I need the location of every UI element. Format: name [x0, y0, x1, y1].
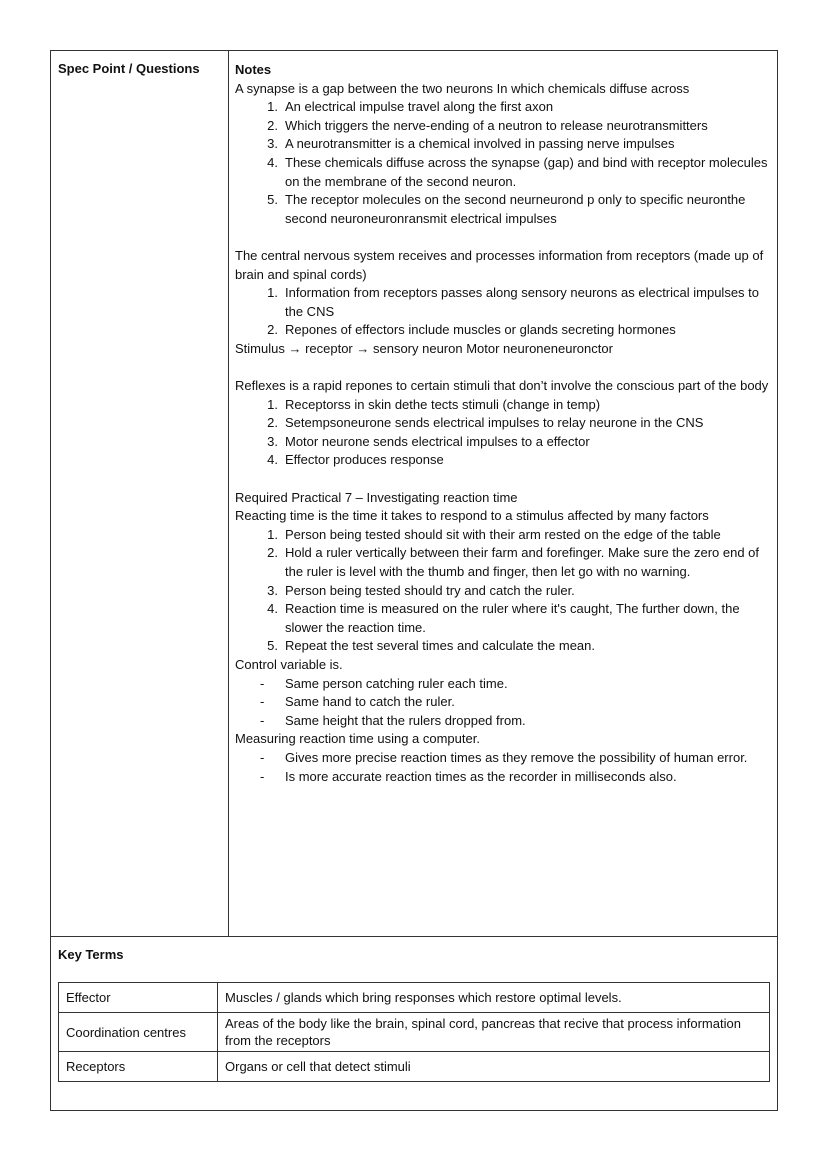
key-term-definition: Muscles / glands which bring responses which restore optimal levels. [218, 983, 770, 1013]
table-row [59, 1013, 770, 1052]
list-item: 2. Hold a ruler vertically between their farm and forefinger. Make sure the zero end of the ruler is level with the thumb and finger, then let go with no warning. [267, 545, 760, 580]
control-variables-title: Control variable is. [235, 657, 343, 672]
practical-intro: Reacting time is the time it takes to respond to a stimulus affected by many factors [235, 508, 709, 524]
list-item: 2. Setempsoneurone sends electrical impulses to relay neurone in the CNS [267, 415, 704, 431]
list-item: 4. Effector produces response [267, 452, 444, 468]
cns-intro: The central nervous system receives and processes information from receptors (made up of brain and spinal cords) [235, 247, 764, 282]
list-item: 1. Information from receptors passes along sensory neurons as electrical impulses to the CNS [267, 285, 759, 319]
key-term: Effector [59, 983, 218, 1013]
list-item: 4. Reaction time is measured on the ruler where it's caught, The further down, the slower the reaction time. [267, 601, 740, 635]
list-item: - Is more accurate reaction times as the recorder in milliseconds also. [260, 768, 677, 784]
list-item: 2. Which triggers the nerve-ending of a neutron to release neurotransmitters [267, 117, 708, 133]
list-item: - Same height that the rulers dropped from. [260, 712, 526, 728]
key-term-definition: Areas of the body like the brain, spinal cord, pancreas that recive that process information from the receptors [218, 1013, 770, 1052]
notes-column [235, 61, 773, 786]
key-terms-title: Key Terms [58, 947, 124, 962]
synapse-steps [235, 98, 773, 228]
cns-steps [235, 284, 773, 340]
computer-method-list [235, 749, 773, 786]
list-item: 4. These chemicals diffuse across the synapse (gap) and bind with receptor molecules on the membrane of the second neuron. [267, 154, 768, 189]
list-item: 1. An electrical impulse travel along the first axon [267, 99, 554, 115]
row-divider [51, 936, 777, 937]
list-item: 1. Receptorss in skin dethe tects stimuli (change in temp) [267, 396, 601, 412]
cns-pathway: Stimulus → receptor → sensory neuron Motor neuroneneuronctor [235, 340, 613, 356]
list-item: 2. Repones of effectors include muscles or glands secreting hormones [267, 322, 676, 338]
notes-page-frame [50, 50, 778, 1111]
list-item: 3. Motor neurone sends electrical impulses to a effector [267, 433, 590, 449]
key-term: Coordination centres [59, 1013, 218, 1052]
control-variables-list [235, 675, 773, 731]
list-item: 1. Person being tested should sit with their arm rested on the edge of the table [267, 526, 721, 542]
column-divider [228, 51, 229, 936]
list-item: - Same hand to catch the ruler. [260, 694, 455, 710]
computer-method-title: Measuring reaction time using a computer. [235, 731, 480, 747]
synapse-intro: A synapse is a gap between the two neurons In which chemicals diffuse across [235, 80, 690, 96]
table-row [59, 1052, 770, 1082]
key-terms-table [58, 982, 770, 1082]
spec-point-header: Spec Point / Questions [58, 61, 200, 76]
list-item: - Gives more precise reaction times as they remove the possibility of human error. [260, 749, 748, 765]
reflexes-intro: Reflexes is a rapid repones to certain stimuli that don’t involve the conscious part of the body [235, 378, 769, 394]
list-item: - Same person catching ruler each time. [260, 675, 508, 691]
practical-steps [235, 526, 773, 656]
list-item: 5. Repeat the test several times and calculate the mean. [267, 638, 596, 654]
reflexes-steps [235, 396, 773, 470]
list-item: 5. The receptor molecules on the second neurneurond p only to specific neuronthe second neuroneuronransmit electrical impulses [267, 192, 746, 226]
notes-title: Notes [235, 62, 272, 77]
practical-title: Required Practical 7 – Investigating reaction time [235, 489, 518, 505]
list-item: 3. Person being tested should try and catch the ruler. [267, 582, 575, 598]
table-row [59, 983, 770, 1013]
key-term: Receptors [59, 1052, 218, 1082]
list-item: 3. A neurotransmitter is a chemical involved in passing nerve impulses [267, 136, 675, 152]
key-term-definition: Organs or cell that detect stimuli [218, 1052, 770, 1082]
